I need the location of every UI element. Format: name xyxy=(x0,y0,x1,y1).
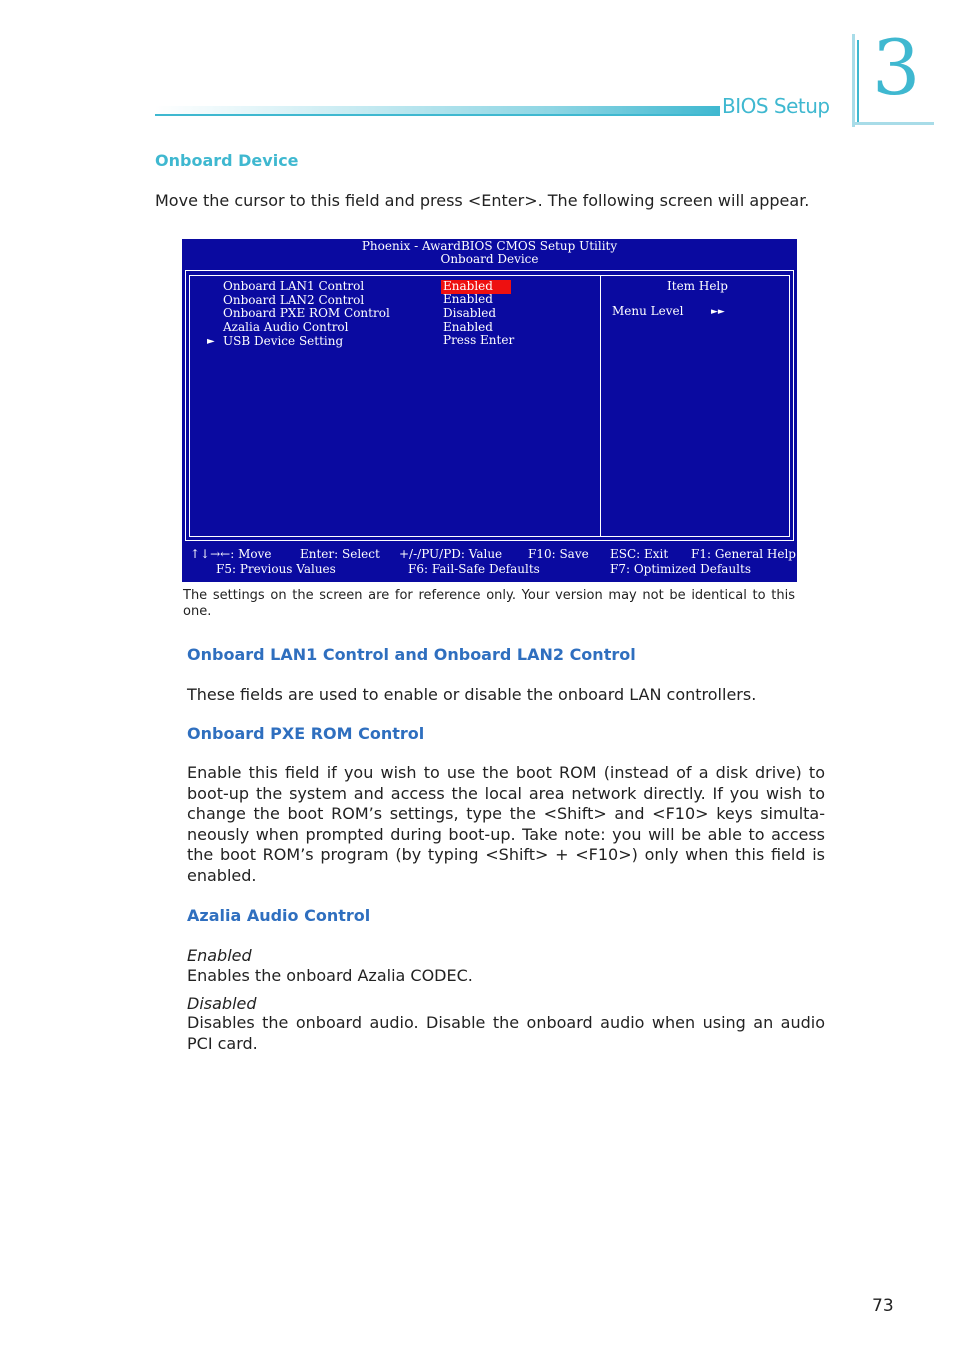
chapter-title: BIOS Setup xyxy=(722,94,830,118)
header-gradient-bar xyxy=(155,106,720,114)
lan-control-heading: Onboard LAN1 Control and Onboard LAN2 Control xyxy=(187,645,636,664)
section-title: Onboard Device xyxy=(155,151,299,170)
footer-key-exit: ESC: Exit xyxy=(610,547,669,561)
bios-help-divider xyxy=(600,275,601,536)
azalia-disabled-text: Disables the onboard audio. Disable the onboard audio when using an audio PCI card. xyxy=(187,1013,825,1053)
header-rule xyxy=(155,114,720,116)
azalia-enabled-label: Enabled xyxy=(187,946,252,965)
bios-item-label[interactable]: Onboard LAN2 Control xyxy=(223,293,365,307)
bios-item-label[interactable]: Onboard PXE ROM Control xyxy=(223,306,390,320)
pxe-rom-text: Enable this field if you wish to use the boot ROM (instead of a disk drive) to boot-up the system and access the local area network directly. If you wish to change the boot ROM’s settings, type the <Shift> and <F10> keys simulta-neously when prompted during boot-up. Take note: you will be able to access the boot ROM’s program (by typing <Shift> + <F10>) only when this field is enabled. xyxy=(187,763,825,885)
bios-item-label[interactable]: USB Device Setting xyxy=(223,334,344,348)
bios-item-value[interactable]: Enabled xyxy=(443,279,493,293)
footer-key-previous: F5: Previous Values xyxy=(216,562,336,576)
bios-item-label[interactable]: Onboard LAN1 Control xyxy=(223,279,365,293)
menu-level-arrows-icon: ►► xyxy=(711,307,725,317)
chapter-tab-border xyxy=(852,34,855,127)
footer-key-failsafe: F6: Fail-Safe Defaults xyxy=(408,562,540,576)
footer-key-select: Enter: Select xyxy=(300,547,380,561)
intro-text: Move the cursor to this field and press <Enter>. The following screen will appear. xyxy=(155,191,810,210)
azalia-audio-heading: Azalia Audio Control xyxy=(187,906,371,925)
chapter-number: 3 xyxy=(872,23,921,112)
bios-item-value[interactable]: Enabled xyxy=(443,292,493,306)
footer-key-help: F1: General Help xyxy=(691,547,796,561)
pxe-rom-heading: Onboard PXE ROM Control xyxy=(187,724,425,743)
footer-key-move: ↑↓→←: Move xyxy=(190,547,272,561)
chapter-tab-bottom-border xyxy=(852,122,934,125)
bios-item-value[interactable]: Enabled xyxy=(443,320,493,334)
footer-key-optimized: F7: Optimized Defaults xyxy=(610,562,751,576)
page-number: 73 xyxy=(872,1296,894,1316)
footer-key-value: +/-/PU/PD: Value xyxy=(399,547,503,561)
lan-control-text: These fields are used to enable or disable the onboard LAN controllers. xyxy=(187,685,757,704)
submenu-arrow-icon: ► xyxy=(207,336,215,347)
chapter-tab-border-inner xyxy=(857,40,859,122)
bios-item-label[interactable]: Azalia Audio Control xyxy=(223,320,349,334)
azalia-enabled-text: Enables the onboard Azalia CODEC. xyxy=(187,966,473,985)
menu-level-label: Menu Level xyxy=(612,304,684,318)
bios-item-value[interactable]: Press Enter xyxy=(443,333,515,347)
screenshot-caption: The settings on the screen are for reference only. Your version may not be identical to this one. xyxy=(183,588,795,619)
azalia-disabled-label: Disabled xyxy=(187,994,257,1013)
bios-title: Phoenix - AwardBIOS CMOS Setup Utility xyxy=(361,239,618,253)
footer-key-save: F10: Save xyxy=(528,547,589,561)
bios-item-value[interactable]: Disabled xyxy=(443,306,497,320)
bios-subtitle: Onboard Device xyxy=(440,252,539,266)
bios-screen xyxy=(182,239,797,582)
item-help-label: Item Help xyxy=(667,279,728,293)
